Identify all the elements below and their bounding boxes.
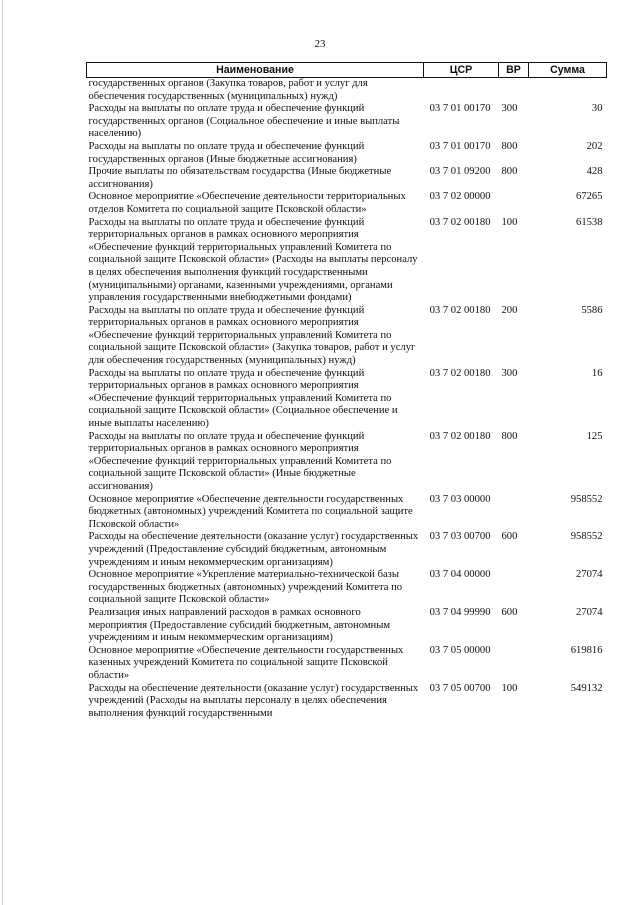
cell-name: Основное мероприятие «Обеспечение деятельности территориальных отделов Комитета по социальной защите Псковской области» [88,191,406,215]
cell-sum: 428 [586,166,603,178]
cell-vr: 800 [501,140,518,152]
cell-name: Прочие выплаты по обязательствам государства (Иные бюджетные ассигнования) [88,166,392,190]
cell-name: Расходы на выплаты по оплате труда и обеспечение функций государственных органов (Социальное обеспечение и иные выплаты населению) [88,103,400,140]
cell-sum: 202 [586,140,603,152]
table-row [87,368,607,431]
cell-csr [424,78,499,104]
table-row [87,431,607,494]
cell-vr: 600 [501,606,518,618]
cell-sum: 27074 [576,569,603,581]
table-row [87,645,607,683]
cell-vr: 200 [501,304,518,316]
cell-sum: 61538 [576,216,603,228]
cell-vr [499,494,529,532]
cell-csr: 03 7 02 00000 [429,191,491,203]
cell-name: Основное мероприятие «Обеспечение деятельности государственных казенных учреждений Комитета по социальной защите Псковской области» [88,644,404,681]
cell-name: Расходы на выплаты по оплате труда и обеспечение функций территориальных органов в рамках основного мероприятия «Обеспечение функций территориальных управлений Комитета по социальной защите Псковской области» (Социальное обеспечение и иные выплаты населению) [88,367,398,430]
cell-csr: 03 7 02 00180 [429,367,491,379]
cell-sum: 549132 [570,682,603,694]
table-body [87,78,607,721]
cell-name: Основное мероприятие «Обеспечение деятельности государственных бюджетных (автономных) учреждений Комитета по социальной защите Псковской области» [88,493,413,530]
cell-vr: 300 [501,367,518,379]
table-header-row [87,63,607,78]
cell-name: Расходы на выплаты по оплате труда и обеспечение функций государственных органов (Иные бюджетные ассигнования) [88,140,365,165]
cell-name: Основное мероприятие «Укрепление материально-технической базы государственных бюджетных (автономных) учреждений Комитета по социальной защите Псковской области» [88,569,403,606]
table-row [87,103,607,141]
cell-name: Расходы на обеспечение деятельности (оказание услуг) государственных учреждений (Предоставление субсидий бюджетным, автономным учреждениям и иным некоммерческим организациям) [88,531,419,568]
table-row [87,607,607,645]
cell-csr: 03 7 05 00000 [429,644,491,656]
cell-sum: 30 [591,103,603,115]
cell-sum: 67265 [576,191,603,203]
header-name: Наименование [87,63,424,78]
cell-csr: 03 7 01 00170 [429,140,491,152]
cell-vr: 100 [501,682,518,694]
cell-sum: 958552 [570,493,603,505]
cell-sum: 125 [586,430,603,442]
cell-vr [499,191,529,216]
cell-sum: 5586 [581,304,603,316]
cell-name: Расходы на выплаты по оплате труда и обеспечение функций территориальных органов в рамках основного мероприятия «Обеспечение функций территориальных управлений Комитета по социальной защите Псковской области» (Закупка товаров, работ и услуг для обеспечения государственных (муниципальных) нужд) [88,304,416,367]
cell-csr: 03 7 05 00700 [429,682,491,694]
cell-name: Расходы на выплаты по оплате труда и обеспечение функций территориальных органов в рамках основного мероприятия «Обеспечение функций территориальных управлений Комитета по социальной защите Псковской области» (Иные бюджетные ассигнования) [88,430,392,492]
cell-name: государственных органов (Закупка товаров, работ и услуг для обеспечения государственных (муниципальных) нужд) [88,78,368,102]
cell-vr [499,78,529,104]
cell-name: Расходы на обеспечение деятельности (оказание услуг) государственных учреждений (Расходы на выплаты персоналу в целях обеспечения выполнения функций государственными [88,682,419,719]
cell-csr: 03 7 04 00000 [429,569,491,581]
cell-vr: 100 [501,216,518,228]
cell-vr: 600 [501,531,518,543]
table-row [87,166,607,191]
cell-vr: 800 [501,166,518,178]
scan-left-edge [2,0,3,905]
table-row [87,305,607,368]
cell-csr: 03 7 01 00170 [429,103,491,115]
cell-csr: 03 7 02 00180 [429,216,491,228]
cell-sum: 16 [591,367,603,379]
header-vr: ВР [499,63,529,78]
table-row [87,569,607,607]
header-csr: ЦСР [424,63,499,78]
cell-sum: 27074 [576,606,603,618]
cell-csr: 03 7 04 99990 [429,606,491,618]
cell-name: Реализация иных направлений расходов в рамках основного мероприятия (Предоставление субсидий бюджетным, автономным учреждениям и иным некоммерческим организациям) [88,606,391,644]
table-row [87,494,607,532]
cell-vr [499,645,529,683]
page-number: 23 [314,38,326,50]
cell-sum [529,78,607,104]
cell-vr: 800 [501,430,518,442]
table-row [87,683,607,721]
cell-csr: 03 7 03 00000 [429,493,491,505]
cell-sum: 619816 [570,644,603,656]
cell-csr: 03 7 02 00180 [429,304,491,316]
table-row [87,531,607,569]
cell-vr [499,569,529,607]
cell-csr: 03 7 01 09200 [429,166,491,178]
cell-name: Расходы на выплаты по оплате труда и обеспечение функций территориальных органов в рамках основного мероприятия «Обеспечение функций территориальных управлений Комитета по социальной защите Псковской области» (Расходы на выплаты персоналу в целях обеспечения выполнения функций государственными (муниципальными) органами, казенными учреждениями, органами управления государственными внебюджетными фондами) [88,216,418,304]
table-row [87,191,607,216]
table-row [87,141,607,166]
header-sum: Сумма [529,63,607,78]
budget-table [86,62,607,720]
table-row [87,78,607,104]
cell-csr: 03 7 03 00700 [429,531,491,543]
cell-sum: 958552 [570,531,603,543]
table-row [87,217,607,305]
cell-csr: 03 7 02 00180 [429,430,491,442]
cell-vr: 300 [501,103,518,115]
